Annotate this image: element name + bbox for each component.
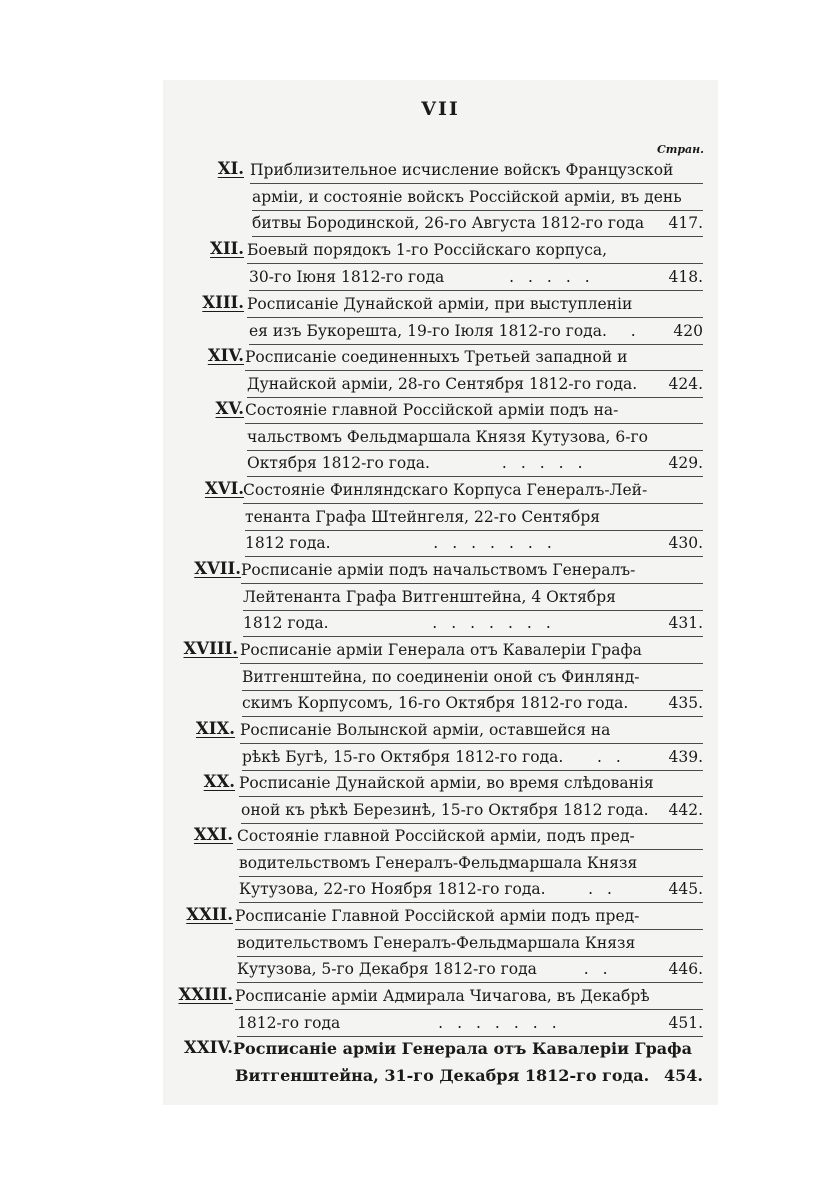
toc-entry-text: скимъ Корпусомъ, 16-го Октября 1812-го года. bbox=[242, 694, 629, 713]
toc-entry-last-line bbox=[249, 264, 703, 291]
toc-entry-numeral: XXI. bbox=[193, 825, 233, 844]
toc-entry-numeral: XII. bbox=[210, 239, 244, 258]
toc-entry-numeral: XXIV. bbox=[184, 1038, 233, 1057]
toc-entry-page: 417. bbox=[668, 214, 703, 233]
dot-leader: ....... bbox=[432, 614, 565, 633]
toc-entry-text: рѣкѣ Бугѣ, 15-го Октября 1812-го года. bbox=[242, 747, 564, 766]
toc-entry-line: Состояніе главной Россійской арміи, подъ пред- bbox=[237, 823, 703, 850]
toc-entry-line: Росписаніе арміи Генерала отъ Кавалеріи Графа bbox=[240, 637, 703, 664]
toc-entry-line: Росписаніе Главной Россійской арміи подъ пред- bbox=[235, 903, 703, 930]
toc-entry-line: Росписаніе арміи Генерала отъ Кавалеріи Графа bbox=[233, 1039, 692, 1058]
toc-entry-text: Витгенштейна, 31-го Декабря 1812-го года. bbox=[235, 1065, 650, 1085]
toc-entry-page: 431. bbox=[668, 614, 703, 633]
dot-leader: . bbox=[630, 321, 650, 340]
document-page bbox=[163, 80, 718, 1105]
toc-entry-last-line bbox=[242, 744, 703, 771]
toc-entry-line: Состояніе Финляндскаго Корпуса Генералъ-Лей- bbox=[243, 477, 703, 504]
toc-entry-line: Росписаніе арміи подъ начальствомъ Генералъ- bbox=[241, 557, 703, 584]
toc-entry-text: 1812 года. bbox=[243, 614, 329, 633]
toc-entry-line: водительствомъ Генералъ-Фельдмаршала Князя bbox=[237, 930, 703, 957]
toc-entry-line: Боевый порядокъ 1-го Россійскаго корпуса, bbox=[247, 237, 703, 264]
dot-leader: .. bbox=[583, 960, 622, 979]
toc-entry-page: 451. bbox=[668, 1013, 703, 1032]
toc-entry-last-line bbox=[241, 797, 703, 824]
toc-entry-page: 420 bbox=[673, 321, 703, 340]
toc-entry-line: Росписаніе Дунайской арміи, во время слѣдованія bbox=[239, 770, 703, 797]
dot-leader bbox=[637, 371, 668, 397]
toc-entry-last-line bbox=[243, 610, 703, 637]
dot-leader: ....... bbox=[433, 534, 566, 553]
toc-entry-text: оной къ рѣкѣ Березинѣ, 15-го Октября 1812 года. bbox=[241, 800, 649, 819]
toc-entry-last-line bbox=[237, 1010, 703, 1037]
toc-entry-last-line bbox=[247, 371, 703, 398]
toc-entry-text: 1812-го года bbox=[237, 1013, 341, 1032]
toc-entry-numeral: XVII. bbox=[194, 559, 241, 578]
toc-entry-line: Приблизительное исчисление войскъ Французской bbox=[250, 157, 703, 184]
dot-leader: .. bbox=[588, 880, 626, 899]
toc-entry-numeral: XVIII. bbox=[183, 639, 238, 658]
toc-entry-line: Росписаніе Дунайской арміи, при выступленіи bbox=[247, 291, 703, 318]
dot-leader: ....... bbox=[438, 1013, 571, 1032]
dot-leader bbox=[649, 797, 669, 823]
toc-entry-numeral: XIX. bbox=[195, 719, 235, 738]
toc-entry-line: Витгенштейна, по соединеніи оной съ Финлянд- bbox=[242, 664, 703, 691]
dot-leader bbox=[628, 690, 668, 716]
toc-entry-text: Октября 1812-го года. bbox=[247, 454, 430, 473]
toc-entry-line: арміи, и состояніе войскъ Россійской арміи, въ день bbox=[252, 184, 703, 211]
toc-entry-numeral: XXIII. bbox=[178, 985, 233, 1004]
toc-entry-numeral: XVI. bbox=[204, 479, 244, 498]
toc-entry-page: 418. bbox=[668, 267, 703, 286]
toc-entry-page: 442. bbox=[668, 800, 703, 819]
page-column-label: Стран. bbox=[656, 143, 704, 156]
toc-entry-page: 446. bbox=[668, 960, 703, 979]
toc-entry-last-line bbox=[252, 210, 703, 237]
toc-entry-numeral: XX. bbox=[203, 772, 235, 791]
toc-entry-page: 429. bbox=[668, 454, 703, 473]
dot-leader: .. bbox=[596, 747, 635, 766]
toc-entry-text: 1812 года. bbox=[245, 534, 331, 553]
toc-entry-text: 30-го Іюня 1812-го года bbox=[249, 267, 445, 286]
toc-entry-numeral: XIII. bbox=[202, 293, 244, 312]
toc-entry-page: 454. bbox=[664, 1065, 703, 1085]
toc-entry-text: ея изъ Букорешта, 19-го Іюля 1812-го года. bbox=[249, 321, 607, 340]
toc-entry-text: битвы Бородинской, 26-го Августа 1812-го года bbox=[252, 214, 645, 233]
page-number: VII bbox=[421, 98, 460, 120]
toc-entry-page: 445. bbox=[668, 880, 703, 899]
toc-entry-text: Кутузова, 22-го Ноября 1812-го года. bbox=[239, 880, 546, 899]
toc-entry-last-line bbox=[235, 1063, 703, 1089]
toc-entry-line: Росписаніе арміи Адмирала Чичагова, въ Декабрѣ bbox=[235, 983, 703, 1010]
toc-entry-page: 424. bbox=[668, 374, 703, 393]
toc-entry-last-line bbox=[249, 318, 703, 345]
toc-entry-line: чальствомъ Фельдмаршала Князя Кутузова, 6-го bbox=[247, 424, 703, 451]
toc-entry-line: Лейтенанта Графа Витгенштейна, 4 Октября bbox=[243, 584, 703, 611]
toc-entry-last-line bbox=[242, 690, 703, 717]
toc-entry-line: Росписаніе соединенныхъ Третьей западной и bbox=[245, 344, 703, 371]
toc-entry-line: водительствомъ Генералъ-Фельдмаршала Князя bbox=[239, 850, 703, 877]
toc-entry-text: Дунайской арміи, 28-го Сентября 1812-го года. bbox=[247, 374, 638, 393]
toc-entry-line: тенанта Графа Штейнгеля, 22-го Сентября bbox=[245, 504, 703, 531]
toc-entry-last-line bbox=[237, 956, 703, 983]
toc-entry-numeral: XI. bbox=[217, 159, 244, 178]
dot-leader: ..... bbox=[509, 267, 604, 286]
toc-entry-last-line bbox=[239, 876, 703, 903]
dot-leader bbox=[649, 1063, 664, 1089]
toc-entry-page: 435. bbox=[668, 694, 703, 713]
toc-entry-text: Кутузова, 5-го Декабря 1812-го года bbox=[237, 960, 537, 979]
toc-entry-page: 439. bbox=[668, 747, 703, 766]
toc-entry-numeral: XV. bbox=[215, 399, 244, 418]
toc-entry-numeral: XXII. bbox=[186, 905, 233, 924]
toc-entry-last-line bbox=[247, 450, 703, 477]
toc-entry-line: Росписаніе Волынской арміи, оставшейся на bbox=[240, 717, 703, 744]
toc-entry-page: 430. bbox=[668, 534, 703, 553]
dot-leader bbox=[644, 210, 668, 236]
toc-entry-numeral: XIV. bbox=[207, 346, 244, 365]
dot-leader: ..... bbox=[501, 454, 597, 473]
toc-entry-line: Состояніе главной Россійской арміи подъ на- bbox=[245, 397, 703, 424]
toc-entry-last-line bbox=[245, 530, 703, 557]
